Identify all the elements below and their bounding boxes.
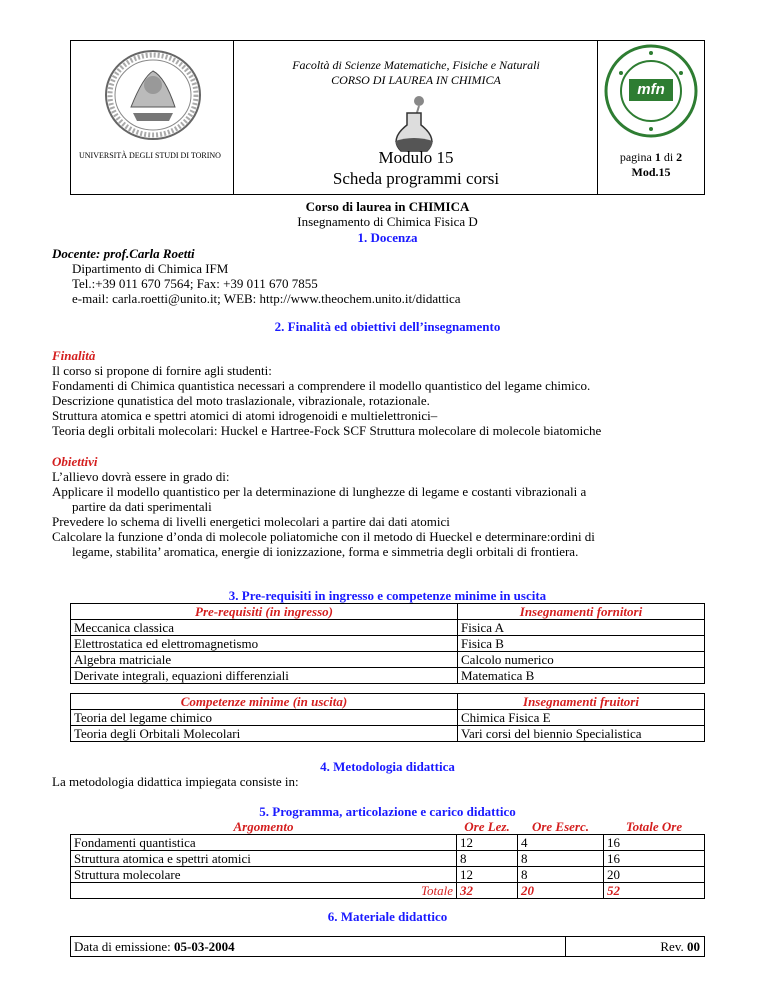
table-row [71, 710, 705, 726]
mod-code: Mod.15 [631, 165, 671, 179]
section-4-title: 4. Metodologia didattica [320, 759, 455, 774]
methodology-text: La metodologia didattica impiegata consiste in: [52, 774, 299, 789]
university-name: UNIVERSITÀ DEGLI STUDI DI TORINO [79, 151, 221, 160]
finalita-line: Struttura atomica e spettri atomici di atomi idrogenoidi e multielettronici– [52, 408, 438, 423]
obiettivi-line: legame, stabilita’ aromatica, energie di ionizzazione, forma e simmetria degli orbitali di frontiera. [72, 544, 579, 559]
obiettivi-line: Applicare il modello quantistico per la determinazione di lunghezze di legame e costanti vibrazionali a [52, 484, 587, 499]
table-total-row [71, 883, 705, 899]
university-cell [71, 41, 234, 194]
totale-ore-header: Totale Ore [625, 819, 683, 834]
ore-eserc-cell: 4 [518, 835, 604, 851]
section-3-title: 3. Pre-requisiti in ingresso e competenze minime in uscita [228, 588, 547, 603]
emission-date: Data di emissione: 05-03-2004 [74, 939, 235, 954]
docente-dept: Dipartimento di Chimica IFM [72, 261, 229, 276]
table-row [71, 835, 705, 851]
fruit-header: Insegnamenti fruitori [458, 694, 705, 710]
ore-eserc-header: Ore Eserc. [531, 819, 590, 834]
total-label: Totale [71, 883, 457, 899]
comp-cell: Teoria degli Orbitali Molecolari [71, 726, 458, 742]
obiettivi-line: Prevedere lo schema di livelli energetici molecolari a partire dai dati atomici [52, 514, 450, 529]
totale-ore-cell: 16 [604, 835, 705, 851]
table-row [71, 851, 705, 867]
footer-divider [565, 937, 566, 956]
totale-ore-cell: 16 [604, 851, 705, 867]
pre-cell: Algebra matriciale [71, 652, 458, 668]
section-6-title: 6. Materiale didattico [327, 909, 448, 924]
pre-cell: Meccanica classica [71, 620, 458, 636]
prerequisites-table [70, 603, 705, 684]
forn-header: Insegnamenti fornitori [458, 604, 705, 620]
course-name: Corso di laurea in CHIMICA [305, 199, 470, 214]
pre-header: Pre-requisiti (in ingresso) [71, 604, 458, 620]
pre-cell: Elettrostatica ed elettromagnetismo [71, 636, 458, 652]
module-subtitle: Scheda programmi corsi [332, 169, 500, 188]
ore-lez-header: Ore Lez. [464, 819, 510, 834]
finalita-line: Teoria degli orbitali molecolari: Huckel e Hartree-Fock SCF Struttura molecolare di molecole biatomiche [52, 423, 602, 438]
obiettivi-label: Obiettivi [52, 454, 98, 469]
mfn-logo-text: mfn [637, 81, 665, 98]
total-ore-eserc: 20 [518, 883, 604, 899]
comp-header: Competenze minime (in uscita) [71, 694, 458, 710]
table-row [71, 668, 705, 684]
argomento-cell: Struttura molecolare [71, 867, 457, 883]
total-totale-ore: 52 [604, 883, 705, 899]
obiettivi-line: L’allievo dovrà essere in grado di: [52, 469, 230, 484]
obiettivi-line: Calcolare la funzione d’onda di molecole poliatomiche con il metodo di Hueckel e determinare:ordini di [52, 529, 595, 544]
table-row [71, 620, 705, 636]
ore-lez-cell: 12 [457, 867, 518, 883]
comp-cell: Teoria del legame chimico [71, 710, 458, 726]
table-row [71, 652, 705, 668]
table-header-row [71, 694, 705, 710]
fruit-cell: Chimica Fisica E [458, 710, 705, 726]
docente-phone: Tel.:+39 011 670 7564; Fax: +39 011 670 7855 [72, 276, 318, 291]
page-info-cell [598, 41, 704, 194]
page-indicator: pagina 1 di 2 [619, 150, 683, 164]
argomento-cell: Fondamenti quantistica [71, 835, 457, 851]
revision: Rev. 00 [660, 939, 700, 954]
table-header-row [71, 604, 705, 620]
fruit-cell: Vari corsi del biennio Specialistica [458, 726, 705, 742]
forn-cell: Matematica B [458, 668, 705, 684]
teaching-name: Insegnamento di Chimica Fisica D [297, 214, 478, 229]
module-title: Modulo 15 [378, 148, 454, 167]
forn-cell: Fisica A [458, 620, 705, 636]
program-table [70, 819, 705, 899]
table-row [71, 867, 705, 883]
totale-ore-cell: 20 [604, 867, 705, 883]
docente-label: Docente: prof.Carla Roetti [52, 246, 195, 261]
finalita-line: Il corso si propone di fornire agli studenti: [52, 363, 272, 378]
forn-cell: Calcolo numerico [458, 652, 705, 668]
docente-email: e-mail: carla.roetti@unito.it; WEB: http://www.theochem.unito.it/didattica [72, 291, 461, 306]
total-ore-lez: 32 [457, 883, 518, 899]
ore-lez-cell: 8 [457, 851, 518, 867]
finalita-line: Fondamenti di Chimica quantistica necessari a comprendere il modello quantistico del legame chimico. [52, 378, 591, 393]
ore-eserc-cell: 8 [518, 851, 604, 867]
finalita-line: Descrizione qunatistica del moto traslazionale, vibrazionale, rotazionale. [52, 393, 430, 408]
section-1-title: 1. Docenza [357, 230, 418, 245]
ore-eserc-cell: 8 [518, 867, 604, 883]
table-header-row [71, 819, 705, 835]
faculty-line2: CORSO DI LAUREA IN CHIMICA [331, 73, 501, 87]
faculty-line1: Facoltà di Scienze Matematiche, Fisiche e Naturali [292, 58, 540, 72]
university-seal-logo [93, 47, 213, 147]
forn-cell: Fisica B [458, 636, 705, 652]
table-row [71, 726, 705, 742]
title-cell [234, 41, 598, 194]
finalita-label: Finalità [52, 348, 96, 363]
ore-lez-cell: 12 [457, 835, 518, 851]
section-5-title: 5. Programma, articolazione e carico didattico [259, 804, 516, 819]
obiettivi-line: partire da dati sperimentali [72, 499, 212, 514]
competences-table [70, 693, 705, 742]
document-footer [70, 936, 705, 957]
argomento-cell: Struttura atomica e spettri atomici [71, 851, 457, 867]
section-2-title: 2. Finalità ed obiettivi dell’insegnamento [274, 319, 501, 334]
argomento-header: Argomento [71, 819, 457, 835]
document-header [70, 40, 705, 195]
table-row [71, 636, 705, 652]
pre-cell: Derivate integrali, equazioni differenziali [71, 668, 458, 684]
